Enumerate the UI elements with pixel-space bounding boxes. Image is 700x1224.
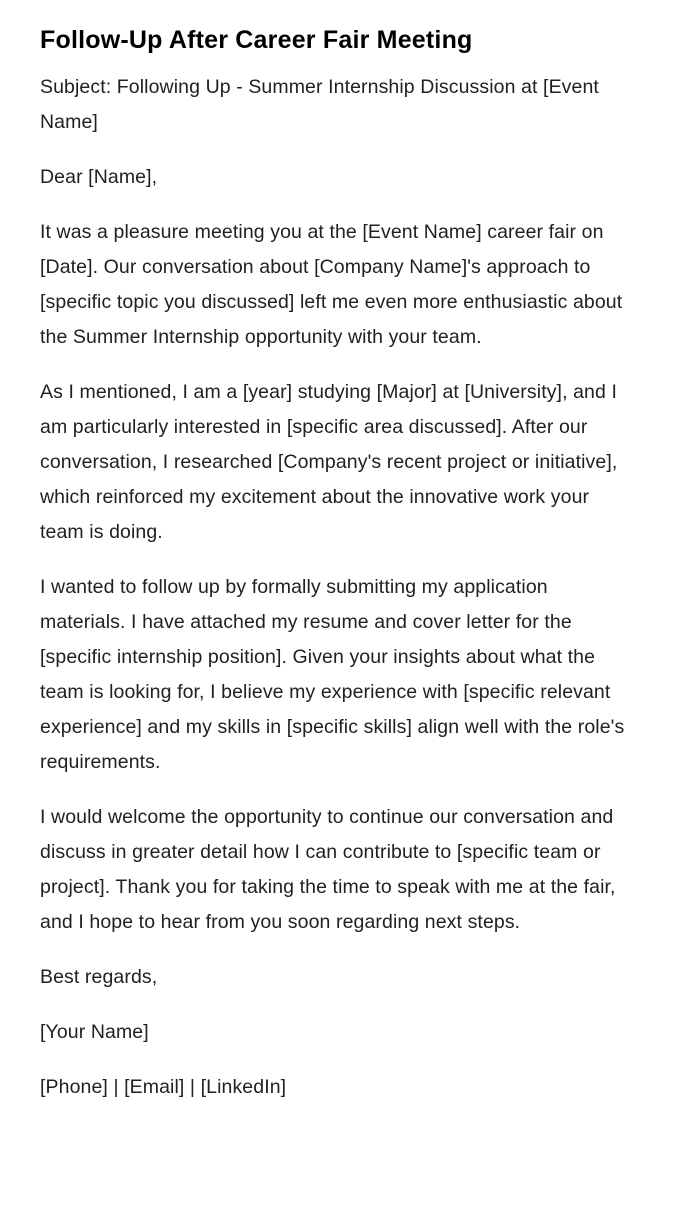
body-paragraph-4: I would welcome the opportunity to continue our conversation and discuss in greater detail how I can contribute to [specific team or project]. Thank you for taking the time to speak with me at the fair, and I hope to hear from you soon regarding next steps. [40, 806, 616, 933]
signature-name: [Your Name] [40, 1021, 149, 1043]
body-paragraph-2: As I mentioned, I am a [year] studying [Major] at [University], and I am particularly interested in [specific area discussed]. After our conversation, I researched [Company's recent project or initiative], which reinforced my excitement about the innovative work your team is doing. [40, 381, 618, 543]
subject-line: Subject: Following Up - Summer Internship Discussion at [Event Name] [40, 76, 599, 133]
signature-contact: [Phone] | [Email] | [LinkedIn] [40, 1076, 287, 1098]
closing-line: Best regards, [40, 966, 158, 988]
salutation: Dear [Name], [40, 166, 158, 188]
page-title: Follow-Up After Career Fair Meeting [40, 26, 473, 54]
body-paragraph-1: It was a pleasure meeting you at the [Event Name] career fair on [Date]. Our conversation about [Company Name]'s approach to [specific topic you discussed] left me even more enthusiastic about the Summer Internship opportunity with your team. [40, 221, 623, 348]
body-paragraph-3: I wanted to follow up by formally submitting my application materials. I have attached my resume and cover letter for the [specific internship position]. Given your insights about what the team is looking for, I believe my experience with [specific relevant experience] and my skills in [specific skills] align well with the role's requirements. [40, 576, 625, 773]
